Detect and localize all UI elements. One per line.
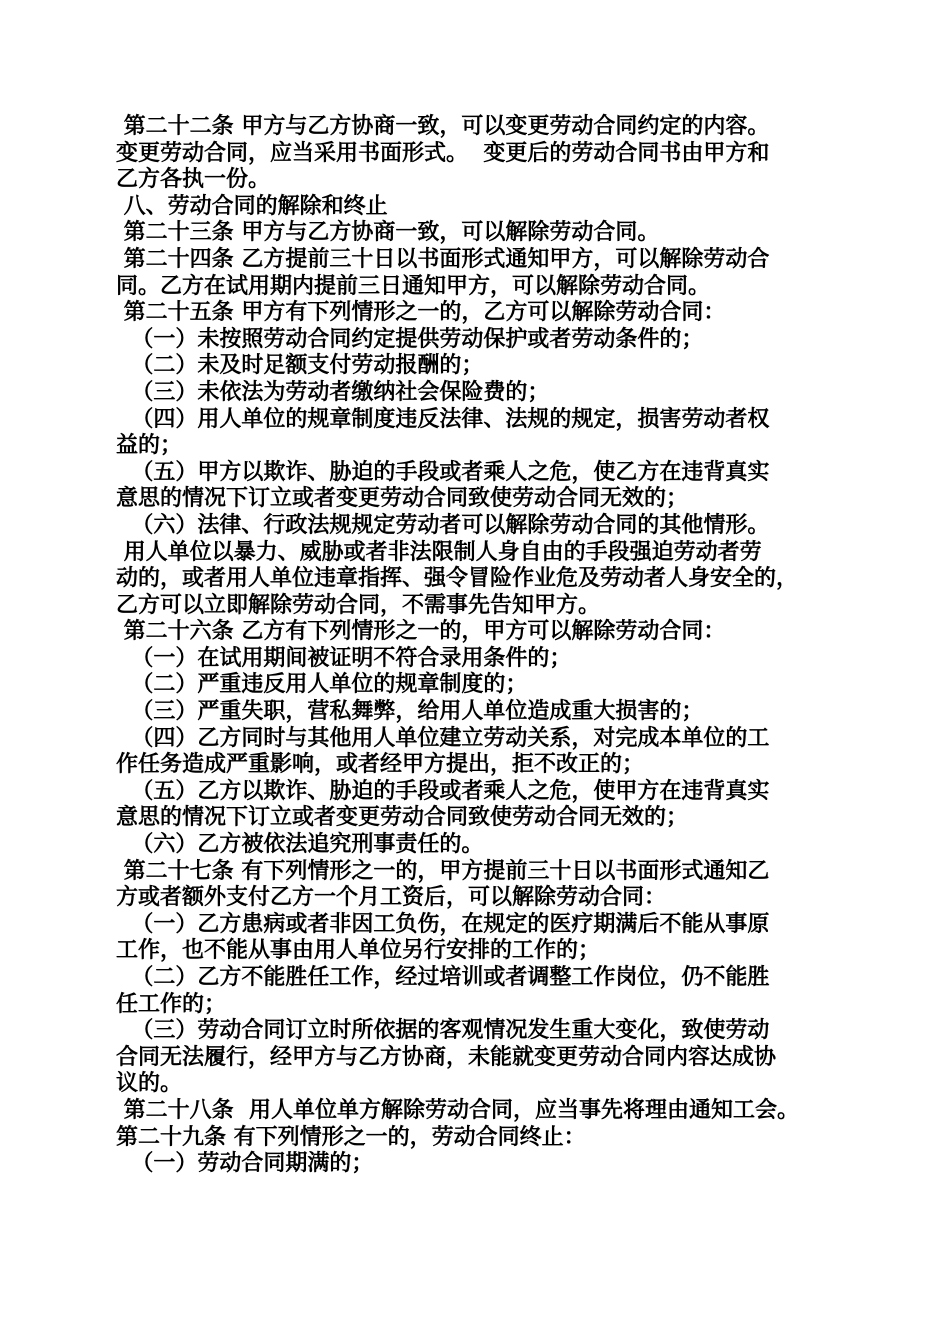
text-line: 乙方各执一份。 — [116, 167, 271, 193]
text-line: 意思的情况下订立或者变更劳动合同致使劳动合同无效的； — [116, 805, 689, 831]
text-line: 任工作的； — [116, 991, 227, 1017]
text-line: 第二十八条 用人单位单方解除劳动合同，应当事先将理由通知工会。 — [116, 1097, 799, 1123]
text-line: 第二十三条 甲方与乙方协商一致，可以解除劳动合同。 — [116, 220, 660, 246]
text-line: 合同无法履行，经甲方与乙方协商，未能就变更劳动合同内容达成协 — [116, 1044, 777, 1070]
text-line: （一）在试用期间被证明不符合录用条件的； — [116, 645, 572, 671]
document-body — [116, 114, 846, 1178]
text-line: （二）乙方不能胜任工作，经过培训或者调整工作岗位，仍不能胜 — [116, 965, 770, 990]
text-line: （六）乙方被依法追究刑事责任的。 — [116, 832, 484, 858]
text-line: 工作，也不能从事由用人单位另行安排的工作的； — [116, 938, 601, 964]
section-heading: 八、劳动合同的解除和终止 — [116, 193, 388, 219]
text-line: 第二十六条 乙方有下列情形之一的，甲方可以解除劳动合同： — [116, 619, 726, 645]
text-line: 第二十五条 甲方有下列情形之一的，乙方可以解除劳动合同： — [116, 300, 726, 326]
text-line: 作任务造成严重影响，或者经甲方提出，拒不改正的； — [116, 752, 645, 778]
text-line: （三）未依法为劳动者缴纳社会保险费的； — [116, 379, 550, 405]
text-line: （一）未按照劳动合同约定提供劳动保护或者劳动条件的； — [116, 326, 704, 352]
text-line: （三）劳动合同订立时所依据的客观情况发生重大变化，致使劳动 — [116, 1018, 770, 1044]
text-line: （三）严重失职，营私舞弊，给用人单位造成重大损害的； — [116, 699, 704, 725]
text-line: 用人单位以暴力、威胁或者非法限制人身自由的手段强迫劳动者劳 — [116, 539, 762, 565]
text-line: （五）乙方以欺诈、胁迫的手段或者乘人之危，使甲方在违背真实 — [116, 778, 770, 804]
text-line: （二）严重违反用人单位的规章制度的； — [116, 672, 528, 698]
text-line: 第二十七条 有下列情形之一的，甲方提前三十日以书面形式通知乙 — [116, 858, 770, 884]
text-line: （四）用人单位的规章制度违反法律、法规的规定，损害劳动者权 — [116, 406, 770, 432]
text-line: 益的； — [116, 433, 183, 459]
text-line: 动的，或者用人单位违章指挥、强令冒险作业危及劳动者人身安全的， — [116, 566, 799, 592]
text-line: 意思的情况下订立或者变更劳动合同致使劳动合同无效的； — [116, 486, 689, 512]
text-line: 同。乙方在试用期内提前三日通知甲方，可以解除劳动合同。 — [116, 273, 711, 299]
text-line: 乙方可以立即解除劳动合同，不需事先告知甲方。 — [116, 592, 601, 618]
text-line: （六）法律、行政法规规定劳动者可以解除劳动合同的其他情形。 — [116, 512, 770, 538]
text-line: （五）甲方以欺诈、胁迫的手段或者乘人之危，使乙方在违背真实 — [116, 459, 770, 485]
text-line: 第二十二条 甲方与乙方协商一致，可以变更劳动合同约定的内容。 — [116, 114, 770, 139]
text-line: （一）劳动合同期满的； — [116, 1151, 374, 1177]
text-line: （四）乙方同时与其他用人单位建立劳动关系，对完成本单位的工 — [116, 725, 770, 751]
text-line: （二）未及时足额支付劳动报酬的； — [116, 353, 484, 379]
text-line: 第二十四条 乙方提前三十日以书面形式通知甲方，可以解除劳动合 — [116, 246, 770, 272]
text-line: 议的。 — [116, 1071, 183, 1097]
text-line: 变更劳动合同，应当采用书面形式。 变更后的劳动合同书由甲方和 — [116, 140, 770, 166]
text-line: 第二十九条 有下列情形之一的，劳动合同终止： — [116, 1124, 586, 1150]
text-line: （一）乙方患病或者非因工负伤，在规定的医疗期满后不能从事原 — [116, 911, 770, 937]
text-line: 方或者额外支付乙方一个月工资后，可以解除劳动合同： — [116, 885, 667, 911]
